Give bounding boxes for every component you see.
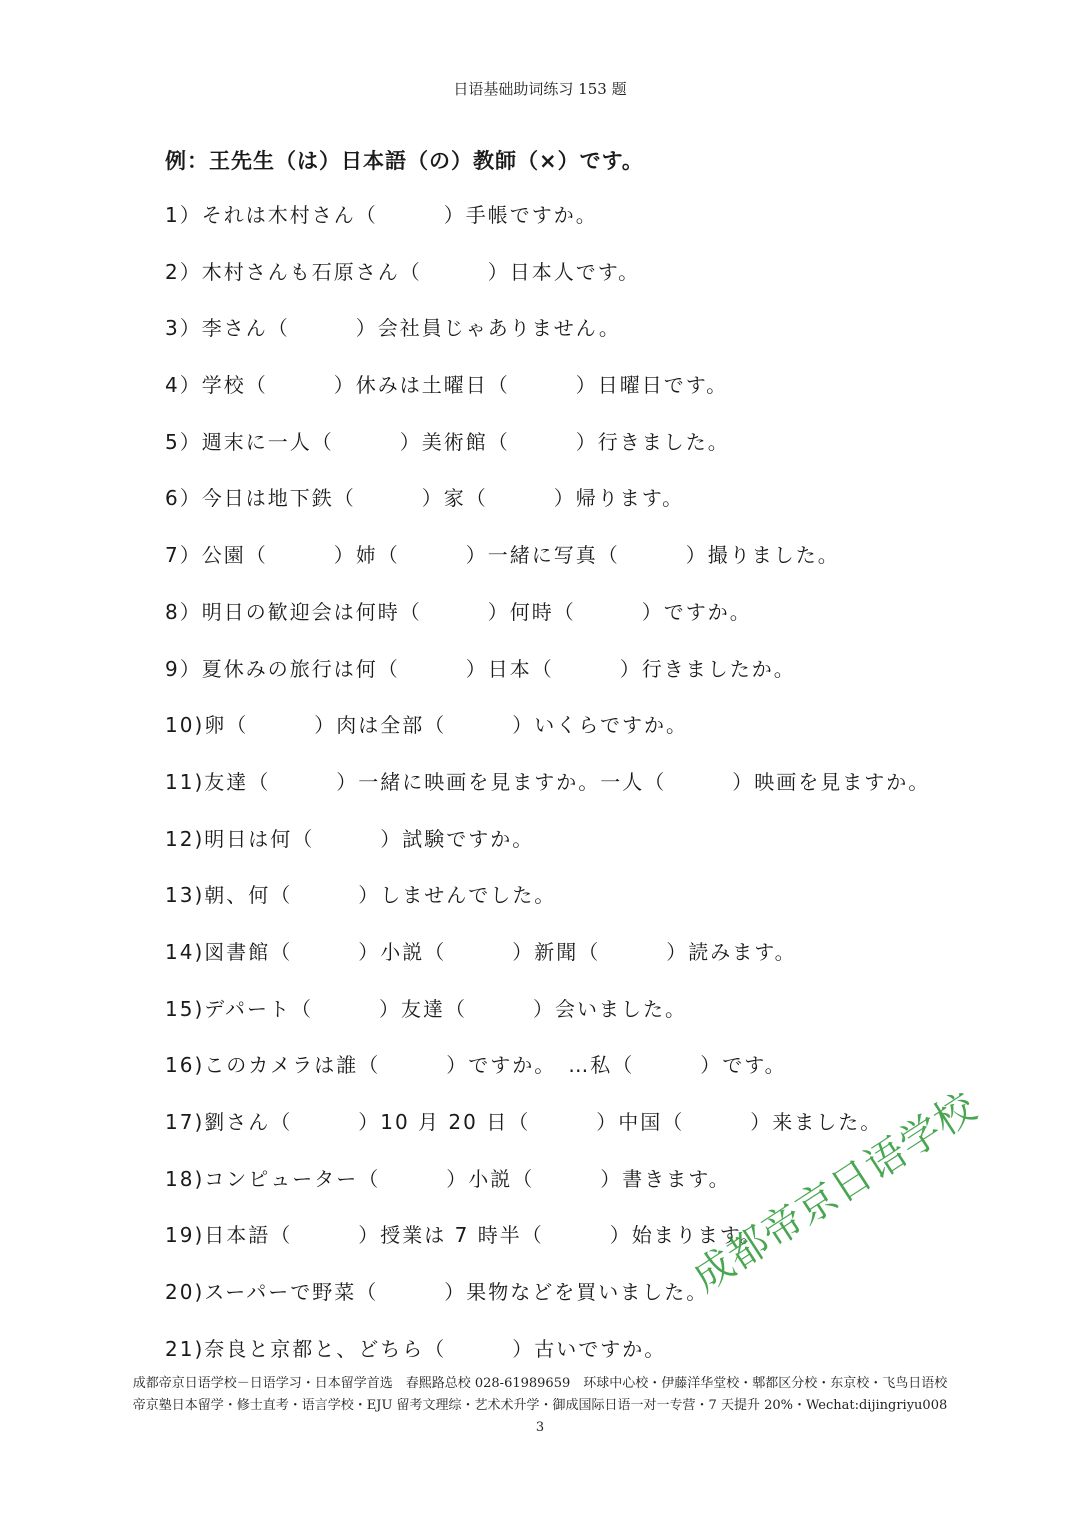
page-header-title: 日语基础助词练习 153 题 bbox=[453, 80, 627, 98]
page-number: 3 bbox=[535, 1420, 545, 1435]
question-item: 21)奈良と京都と、どちら（ ）古いですか。 bbox=[165, 1336, 667, 1361]
question-item: 12)明日は何（ ）試験ですか。 bbox=[165, 826, 535, 851]
question-item: 2）木村さんも石原さん（ ）日本人です。 bbox=[165, 259, 641, 284]
question-item: 13)朝、何（ ）しませんでした。 bbox=[165, 883, 557, 908]
school-watermark: 成都帝京日语学校 bbox=[684, 1083, 986, 1302]
question-item: 20)スーパーで野菜（ ）果物などを買いました。 bbox=[165, 1280, 709, 1305]
footer-line-2: 帝京塾日本留学・修士直考・语言学校・EJU 留考文理综・艺术术升学・御成国际日语一对一专营・7 天提升 20%・Wechat:dijingriyu008 bbox=[132, 1398, 948, 1413]
question-item: 15)デパート（ ）友達（ ）会いました。 bbox=[165, 996, 688, 1021]
question-item: 6）今日は地下鉄（ ）家（ ）帰ります。 bbox=[165, 486, 685, 511]
question-item: 10)卵（ ）肉は全部（ ）いくらですか。 bbox=[165, 713, 689, 738]
question-item: 11)友達（ ）一緒に映画を見ますか。一人（ ）映画を見ますか。 bbox=[165, 769, 931, 794]
example-sentence: 例：王先生（は）日本語（の）教師（×）です。 bbox=[165, 149, 644, 173]
question-item: 1）それは木村さん（ ）手帳ですか。 bbox=[165, 203, 598, 227]
question-item: 9）夏休みの旅行は何（ ）日本（ ）行きましたか。 bbox=[165, 656, 796, 681]
question-item: 16)このカメラは誰（ ）ですか。 …私（ ）です。 bbox=[165, 1053, 787, 1078]
question-item: 5）週末に一人（ ）美術館（ ）行きました。 bbox=[165, 429, 730, 454]
question-item: 4）学校（ ）休みは土曜日（ ）日曜日です。 bbox=[165, 373, 729, 398]
question-item: 8）明日の歓迎会は何時（ ）何時（ ）ですか。 bbox=[165, 599, 752, 624]
question-list bbox=[165, 200, 1025, 1390]
question-item: 18)コンピューター（ ）小説（ ）書きます。 bbox=[165, 1166, 731, 1191]
question-item: 19)日本語（ ）授業は 7 時半（ ）始まります。 bbox=[165, 1223, 763, 1248]
page-footer bbox=[0, 1373, 1080, 1439]
question-item: 14)図書館（ ）小説（ ）新聞（ ）読みます。 bbox=[165, 939, 797, 964]
question-item: 17)劉さん（ ）10 月 20 日（ ）中国（ ）来ました。 bbox=[165, 1110, 883, 1134]
footer-line-1: 成都帝京日语学校－日语学习・日本留学首选 春熙路总校 028-61989659 环球中心校・伊藤洋华堂校・郫都区分校・东京校・飞鸟日语校 bbox=[132, 1376, 948, 1391]
question-item: 3）李さん（ ）会社員じゃありません。 bbox=[165, 316, 621, 341]
question-item: 7）公園（ ）姉（ ）一緒に写真（ ）撮りました。 bbox=[165, 543, 840, 568]
